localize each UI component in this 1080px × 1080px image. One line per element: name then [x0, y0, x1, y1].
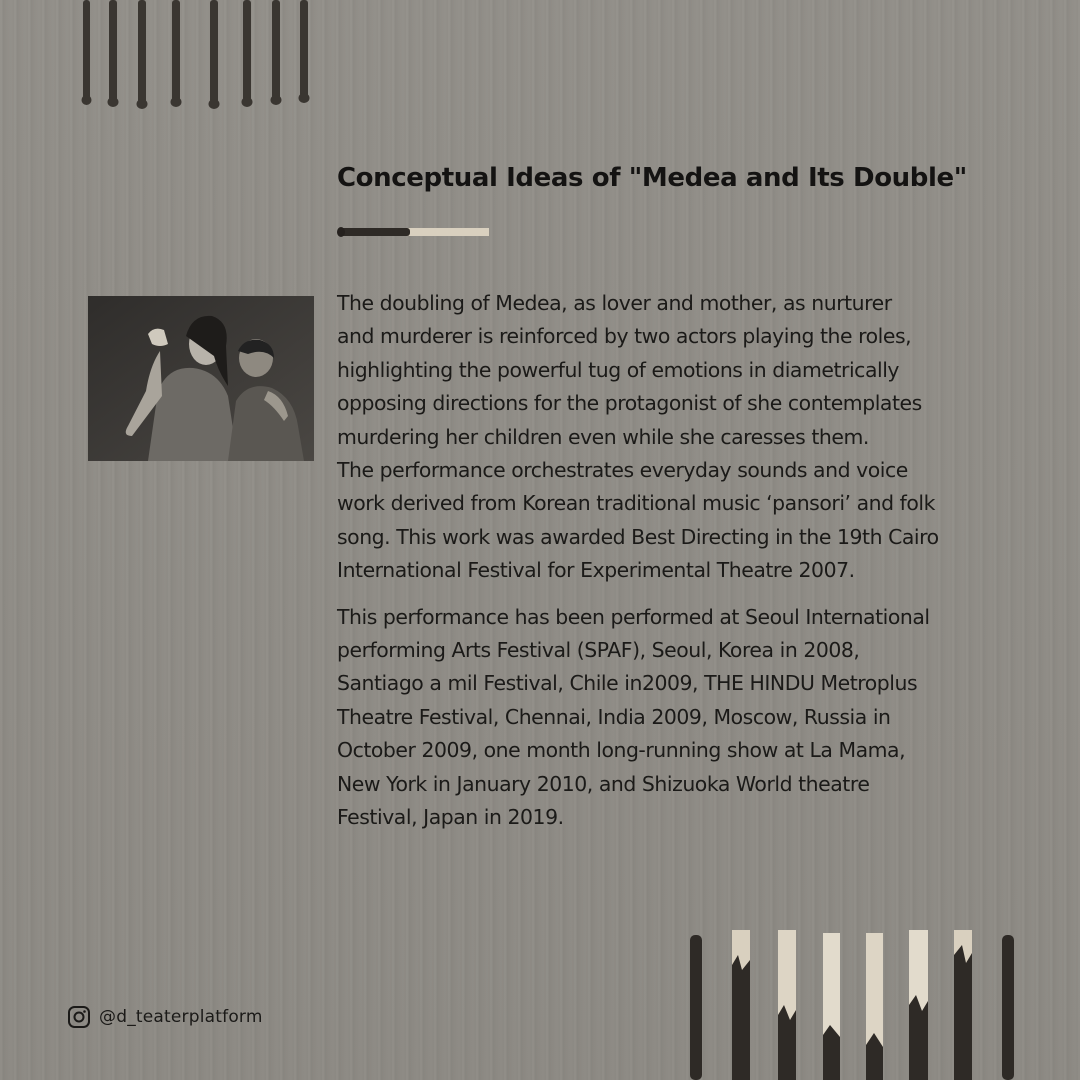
burnt-matches-top-decoration	[76, 0, 321, 115]
paragraph-line: opposing directions for the protagonist of she contemplates	[337, 391, 922, 416]
page-title: Conceptual Ideas of "Medea and Its Double"	[337, 163, 967, 193]
paragraph-line: highlighting the powerful tug of emotions in diametrically	[337, 357, 900, 382]
paragraph-line: murdering her children even while she caresses them.	[337, 424, 869, 449]
paragraph-line: Santiago a mil Festival, Chile in2009, THE HINDU Metroplus	[337, 671, 918, 696]
paragraph-line: Festival, Japan in 2019.	[337, 805, 564, 830]
paragraph-line: October 2009, one month long-running show at La Mama,	[337, 738, 906, 763]
paragraph-line: The performance orchestrates everyday sounds and voice	[337, 458, 908, 483]
paragraph-line: The doubling of Medea, as lover and mother, as nurturer	[337, 291, 892, 315]
paragraph-line: New York in January 2010, and Shizuoka World theatre	[337, 771, 870, 796]
performance-photo	[88, 296, 314, 461]
paragraph-line: work derived from Korean traditional music ‘pansori’ and folk	[337, 491, 935, 516]
instagram-icon	[67, 1005, 91, 1029]
description-text	[337, 287, 997, 835]
paragraph-line: and murderer is reinforced by two actors playing the roles,	[337, 324, 912, 349]
paragraph-line: This performance has been performed at Seoul International	[337, 604, 930, 629]
paragraph-line: Theatre Festival, Chennai, India 2009, Moscow, Russia in	[337, 704, 891, 729]
paragraph-line: song. This work was awarded Best Directing in the 19th Cairo	[337, 524, 939, 549]
paragraph-line: performing Arts Festival (SPAF), Seoul, Korea in 2008,	[337, 638, 860, 663]
description-paragraph-1	[337, 287, 997, 588]
paragraph-line: International Festival for Experimental Theatre 2007.	[337, 558, 855, 583]
matchstick-divider	[337, 224, 492, 240]
matches-bottom-decoration	[680, 925, 1025, 1080]
social-handle[interactable]	[67, 1004, 263, 1030]
description-paragraph-2	[337, 601, 997, 835]
instagram-handle[interactable]: @d_teaterplatform	[99, 1007, 263, 1027]
